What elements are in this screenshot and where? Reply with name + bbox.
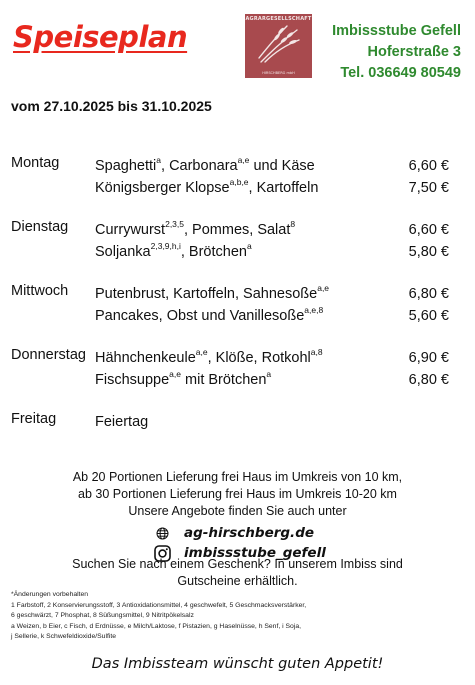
allergen-codes: 2,3,9,h,i (150, 241, 181, 252)
dish-text: Soljanka (95, 244, 151, 260)
menu-list (11, 155, 461, 453)
dish-name (95, 219, 295, 241)
menu-day (11, 411, 461, 433)
dish-name (95, 411, 148, 433)
dish-text: und Käse (249, 158, 315, 174)
allergen-codes: a,e (237, 155, 250, 166)
menu-day (11, 347, 461, 391)
business-name: Imbissstube Gefell (332, 23, 461, 39)
allergen-codes: a (266, 369, 272, 380)
menu-day (11, 219, 461, 263)
gift-voucher-info (0, 556, 475, 590)
gift-line: Gutscheine erhältlich. (177, 574, 298, 588)
note-line: 6 geschwärzt, 7 Phosphat, 8 Süßungsmittel, 9 Nitritpökelsalz (11, 612, 194, 619)
dish-price: 6,60 € (408, 222, 449, 238)
note-line: 1 Farbstoff, 2 Konservierungsstoff, 3 Antioxidationsmittel, 4 geschwefelt, 5 Geschmacksverstärker, (11, 601, 307, 609)
dish-text: , Carbonara (161, 158, 238, 174)
allergen-notes (11, 590, 306, 643)
note-line: *Änderungen vorbehalten (11, 591, 89, 598)
dish-name (95, 369, 271, 391)
dish-row (11, 411, 461, 433)
dish-text: Putenbrust, Kartoffeln, Sahnesoße (95, 286, 318, 302)
dish-price: 6,80 € (408, 286, 449, 302)
business-phone: Tel. 036649 80549 (340, 65, 461, 81)
wheat-icon (257, 24, 301, 64)
allergen-codes: a (246, 241, 252, 252)
dish-row (11, 219, 461, 241)
dish-price: 7,50 € (408, 180, 449, 196)
dish-text: mit Brötchen (180, 372, 267, 388)
contact-block (332, 21, 461, 84)
day-name: Montag (11, 155, 60, 171)
globe-icon (140, 527, 184, 540)
logo-bottom-text: HIRSCHBERG mbH (262, 71, 295, 75)
day-name: Freitag (11, 411, 57, 427)
business-address: Hoferstraße 3 (367, 44, 461, 60)
dish-row (11, 347, 461, 369)
dish-text: Hähnchenkeule (95, 350, 196, 366)
allergen-codes: 2,3,5 (165, 219, 184, 230)
info-line: Ab 20 Portionen Lieferung frei Haus im Umkreis von 10 km, (72, 470, 403, 484)
dish-name (95, 283, 329, 305)
dish-text: Pancakes, Obst und Vanillesoße (95, 308, 305, 324)
instagram-link[interactable]: imbissstube_gefell (184, 544, 326, 561)
logo-top-text: AGRARGESELLSCHAFT (245, 16, 312, 22)
info-line: Unsere Angebote finden Sie auch unter (128, 504, 347, 518)
delivery-info (0, 469, 475, 520)
menu-period: vom 27.10.2025 bis 31.10.2025 (11, 98, 212, 114)
allergen-codes: a,e,8 (304, 305, 324, 316)
dish-price: 6,80 € (408, 372, 449, 388)
day-name: Dienstag (11, 219, 69, 235)
dish-text: , Pommes, Salat (184, 222, 291, 238)
allergen-codes: a,8 (310, 347, 323, 358)
note-line: j Sellerie, k Schwefeldioxide/Sulfite (11, 633, 117, 640)
dish-text: Königsberger Klopse (95, 180, 230, 196)
gift-line: Suchen Sie nach einem Geschenk? In unserem Imbiss sind (72, 557, 403, 571)
allergen-codes: a (156, 155, 162, 166)
dish-name (95, 155, 315, 177)
website-link[interactable]: ag-hirschberg.de (184, 524, 315, 541)
dish-price: 6,60 € (408, 158, 449, 174)
dish-text: Fischsuppe (95, 372, 170, 388)
page-title: Speiseplan (13, 20, 188, 54)
allergen-codes: a,e (195, 347, 208, 358)
dish-row (11, 369, 461, 391)
allergen-codes: a,e (317, 283, 330, 294)
dish-price: 6,90 € (408, 350, 449, 366)
closing-message: Das Imbissteam wünscht guten Appetit! (91, 656, 384, 672)
note-line: a Weizen, b Eier, c Fisch, d Erdnüsse, e Milch/Laktose, f Pistazien, g Haselnüsse, h Senf, i Soja, (11, 622, 302, 630)
dish-text: Spaghetti (95, 158, 157, 174)
dish-price: 5,60 € (408, 308, 449, 324)
allergen-codes: a,e (169, 369, 181, 380)
dish-text: , Kartoffeln (248, 180, 319, 196)
dish-text: , Klöße, Rotkohl (207, 350, 311, 366)
allergen-codes: 8 (290, 219, 296, 230)
day-name: Mittwoch (11, 283, 69, 299)
dish-name (95, 177, 318, 199)
dish-name (95, 347, 323, 369)
day-name: Donnerstag (11, 347, 86, 363)
dish-name (95, 305, 323, 327)
dish-text: Feiertag (95, 414, 149, 430)
dish-row (11, 177, 461, 199)
dish-row (11, 241, 461, 263)
dish-row (11, 283, 461, 305)
dish-name (95, 241, 252, 263)
menu-day (11, 155, 461, 199)
company-logo (245, 14, 312, 78)
website-row[interactable] (140, 523, 326, 543)
allergen-codes: a,b,e (229, 177, 249, 188)
dish-row (11, 155, 461, 177)
info-line: ab 30 Portionen Lieferung frei Haus im Umkreis 10-20 km (78, 487, 397, 501)
dish-price: 5,80 € (408, 244, 449, 260)
dish-row (11, 305, 461, 327)
dish-text: Currywurst (95, 222, 166, 238)
menu-day (11, 283, 461, 327)
dish-text: , Brötchen (180, 244, 247, 260)
